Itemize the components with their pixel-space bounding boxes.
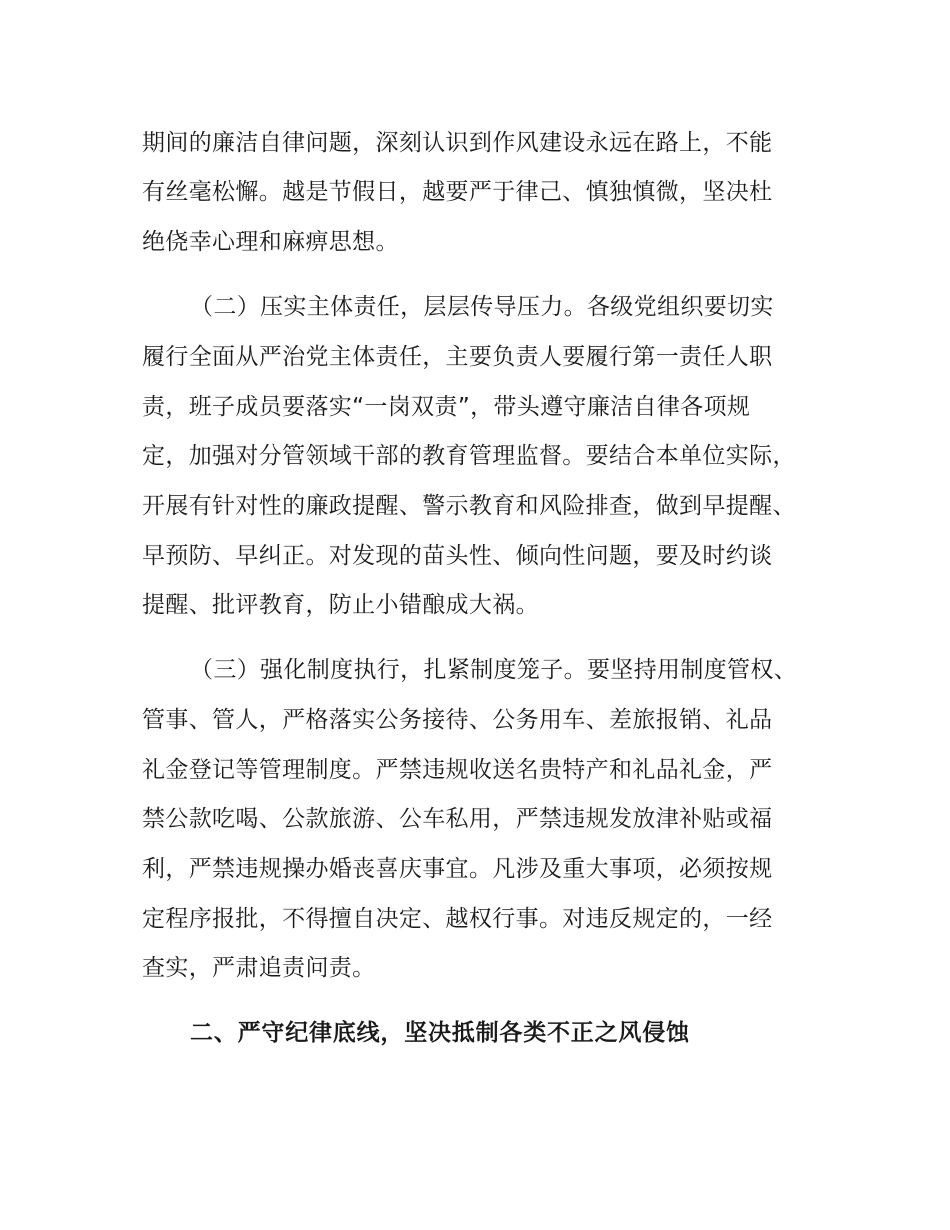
text-line: 早预防、早纠正。对发现的苗头性、倾向性问题，要及时约谈 — [142, 543, 773, 569]
text-line: 责，班子成员要落实“一岗双责”，带头遵守廉洁自律各项规 — [142, 394, 751, 420]
text-line: 查实，严肃追责问责。 — [142, 955, 376, 981]
text-line: 定，加强对分管领域干部的教育管理监督。要结合本单位实际， — [142, 443, 796, 469]
text-line: 管事、管人，严格落实公务接待、公务用车、差旅报销、礼品 — [142, 707, 773, 733]
text-line: 利，严禁违规操办婚丧喜庆事宜。凡涉及重大事项，必须按规 — [142, 856, 773, 882]
text-line: 开展有针对性的廉政提醒、警示教育和风险排查，做到早提醒、 — [142, 493, 796, 519]
text-line: 礼金登记等管理制度。严禁违规收送名贵特产和礼品礼金，严 — [142, 757, 773, 783]
text-line: 期间的廉洁自律问题，深刻认识到作风建设永远在路上，不能 — [142, 130, 773, 156]
text-line: 提醒、批评教育，防止小错酿成大祸。 — [142, 592, 539, 618]
text-line: 履行全面从严治党主体责任，主要负责人要履行第一责任人职 — [142, 344, 773, 370]
text-line: 有丝毫松懈。越是节假日，越要严于律己、慎独慎微，坚决杜 — [142, 179, 773, 205]
section-heading: 二、严守纪律底线，坚决抵制各类不正之风侵蚀 — [190, 1020, 690, 1046]
text-line: 绝侥幸心理和麻痹思想。 — [142, 229, 399, 255]
text-line: 禁公款吃喝、公款旅游、公车私用，严禁违规发放津补贴或福 — [142, 806, 773, 832]
text-line: 定程序报批，不得擅自决定、越权行事。对违反规定的，一经 — [142, 906, 773, 932]
text-line: （三）强化制度执行，扎紧制度笼子。要坚持用制度管权、 — [190, 657, 798, 683]
text-line: （二）压实主体责任，层层传导压力。各级党组织要切实 — [190, 294, 774, 320]
